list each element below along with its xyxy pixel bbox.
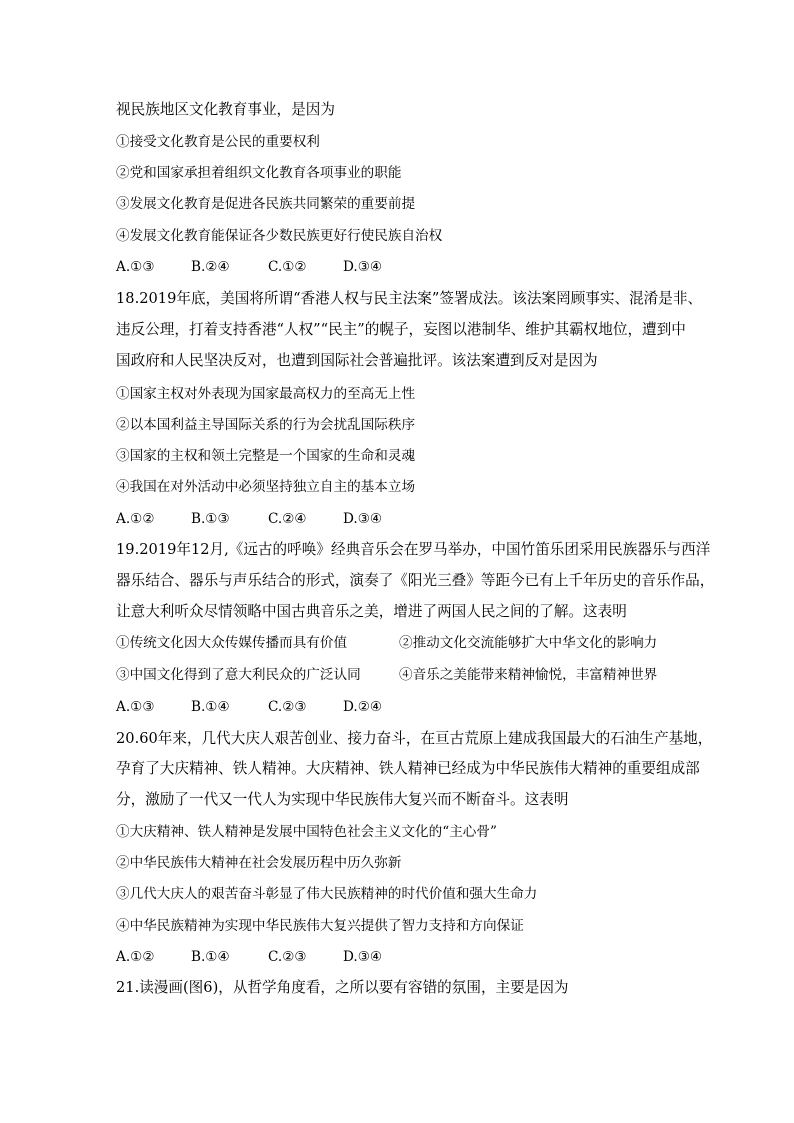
q20-stem-line-2: 孕育了大庆精神、铁人精神。大庆精神、铁人精神已经成为中华民族伟大精神的重要组成部 (116, 760, 700, 777)
q18-item-1: ①国家主权对外表现为国家最高权力的至高无上性 (116, 386, 416, 402)
q18-item-4: ④我国在对外活动中必须坚持独立自主的基本立场 (116, 479, 416, 495)
q18-stem-line-3: 国政府和人民坚决反对，也遭到国际社会普遍批评。该法案遭到反对是因为 (116, 352, 598, 369)
q19-item-3: ③中国文化得到了意大利民众的广泛认同 (116, 667, 361, 683)
q18-choices (116, 509, 382, 529)
q17-choice-c[interactable]: C.①② (268, 259, 307, 275)
q17-choice-d[interactable]: D.③④ (343, 259, 383, 275)
q17-item-3: ③发展文化教育是促进各民族共同繁荣的重要前提 (116, 196, 416, 212)
q17-item-2: ②党和国家承担着组织文化教育各项事业的职能 (116, 165, 402, 181)
q19-choices (116, 697, 382, 717)
q19-choice-c[interactable]: C.②③ (268, 699, 307, 715)
q20-choice-b[interactable]: B.①④ (191, 949, 230, 965)
q19-item-4: ④音乐之美能带来精神愉悦，丰富精神世界 (399, 667, 658, 683)
q19-item-1: ①传统文化因大众传媒传播而具有价值 (116, 635, 348, 651)
q20-item-1: ①大庆精神、铁人精神是发展中国特色社会主义文化的“主心骨” (116, 824, 497, 840)
q18-item-3: ③国家的主权和领土完整是一个国家的生命和灵魂 (116, 448, 416, 464)
q20-item-4: ④中华民族精神为实现中华民族伟大复兴提供了智力支持和方向保证 (116, 918, 524, 934)
q18-choice-a[interactable]: A.①② (116, 511, 155, 527)
q19-item-2: ②推动文化交流能够扩大中华文化的影响力 (399, 635, 658, 651)
q21-stem-line-1: 21.读漫画(图6)，从哲学角度看，之所以要有容错的氛围，主要是因为 (116, 979, 569, 996)
q20-stem-line-1: 20.60年来，几代大庆人艰苦创业、接力奋斗，在亘古荒原上建成我国最大的石油生产基地， (116, 730, 713, 747)
q17-item-1: ①接受文化教育是公民的重要权利 (116, 134, 320, 150)
q20-item-2: ②中华民族伟大精神在社会发展历程中历久弥新 (116, 855, 402, 871)
q20-choice-d[interactable]: D.③④ (343, 949, 383, 965)
q20-choice-a[interactable]: A.①② (116, 949, 155, 965)
q17-item-4: ④发展文化教育能保证各少数民族更好行使民族自治权 (116, 228, 443, 244)
q19-choice-b[interactable]: B.①④ (191, 699, 230, 715)
q19-choice-a[interactable]: A.①③ (116, 699, 155, 715)
q18-choice-c[interactable]: C.②④ (268, 511, 307, 527)
q18-item-2: ②以本国利益主导国际关系的行为会扰乱国际秩序 (116, 417, 416, 433)
q20-choice-c[interactable]: C.②③ (268, 949, 307, 965)
q18-choice-d[interactable]: D.③④ (343, 511, 383, 527)
q17-choice-a[interactable]: A.①③ (116, 259, 155, 275)
q20-stem-line-3: 分，激励了一代又一代人为实现中华民族伟大复兴而不断奋斗。这表明 (116, 791, 569, 808)
q18-choice-b[interactable]: B.①③ (191, 511, 230, 527)
q19-stem-line-3: 让意大利听众尽情领略中国古典音乐之美，增进了两国人民之间的了解。这表明 (116, 603, 627, 620)
q19-choice-d[interactable]: D.②④ (343, 699, 383, 715)
q19-stem-line-2: 器乐结合、器乐与声乐结合的形式，演奏了《阳光三叠》等距今已有上千年历史的音乐作品， (116, 572, 715, 589)
q18-stem-line-2: 违反公理，打着支持香港“人权”“民主”的幌子，妄图以港制华、维护其霸权地位，遭到中 (116, 321, 686, 338)
q20-choices (116, 947, 382, 967)
q17-choice-b[interactable]: B.②④ (191, 259, 230, 275)
q20-item-3: ③几代大庆人的艰苦奋斗彰显了伟大民族精神的时代价值和强大生命力 (116, 886, 538, 902)
q19-stem-line-1: 19.2019年12月,《远古的呼唤》经典音乐会在罗马举办，中国竹笛乐团采用民族器乐与西洋 (116, 541, 711, 558)
q17-stem-tail: 视民族地区文化教育事业，是因为 (116, 101, 335, 118)
q18-stem-line-1: 18.2019年底，美国将所谓“香港人权与民主法案”签署成法。该法案罔顾事实、混淆是非、 (116, 290, 703, 307)
q17-choices (116, 257, 382, 277)
